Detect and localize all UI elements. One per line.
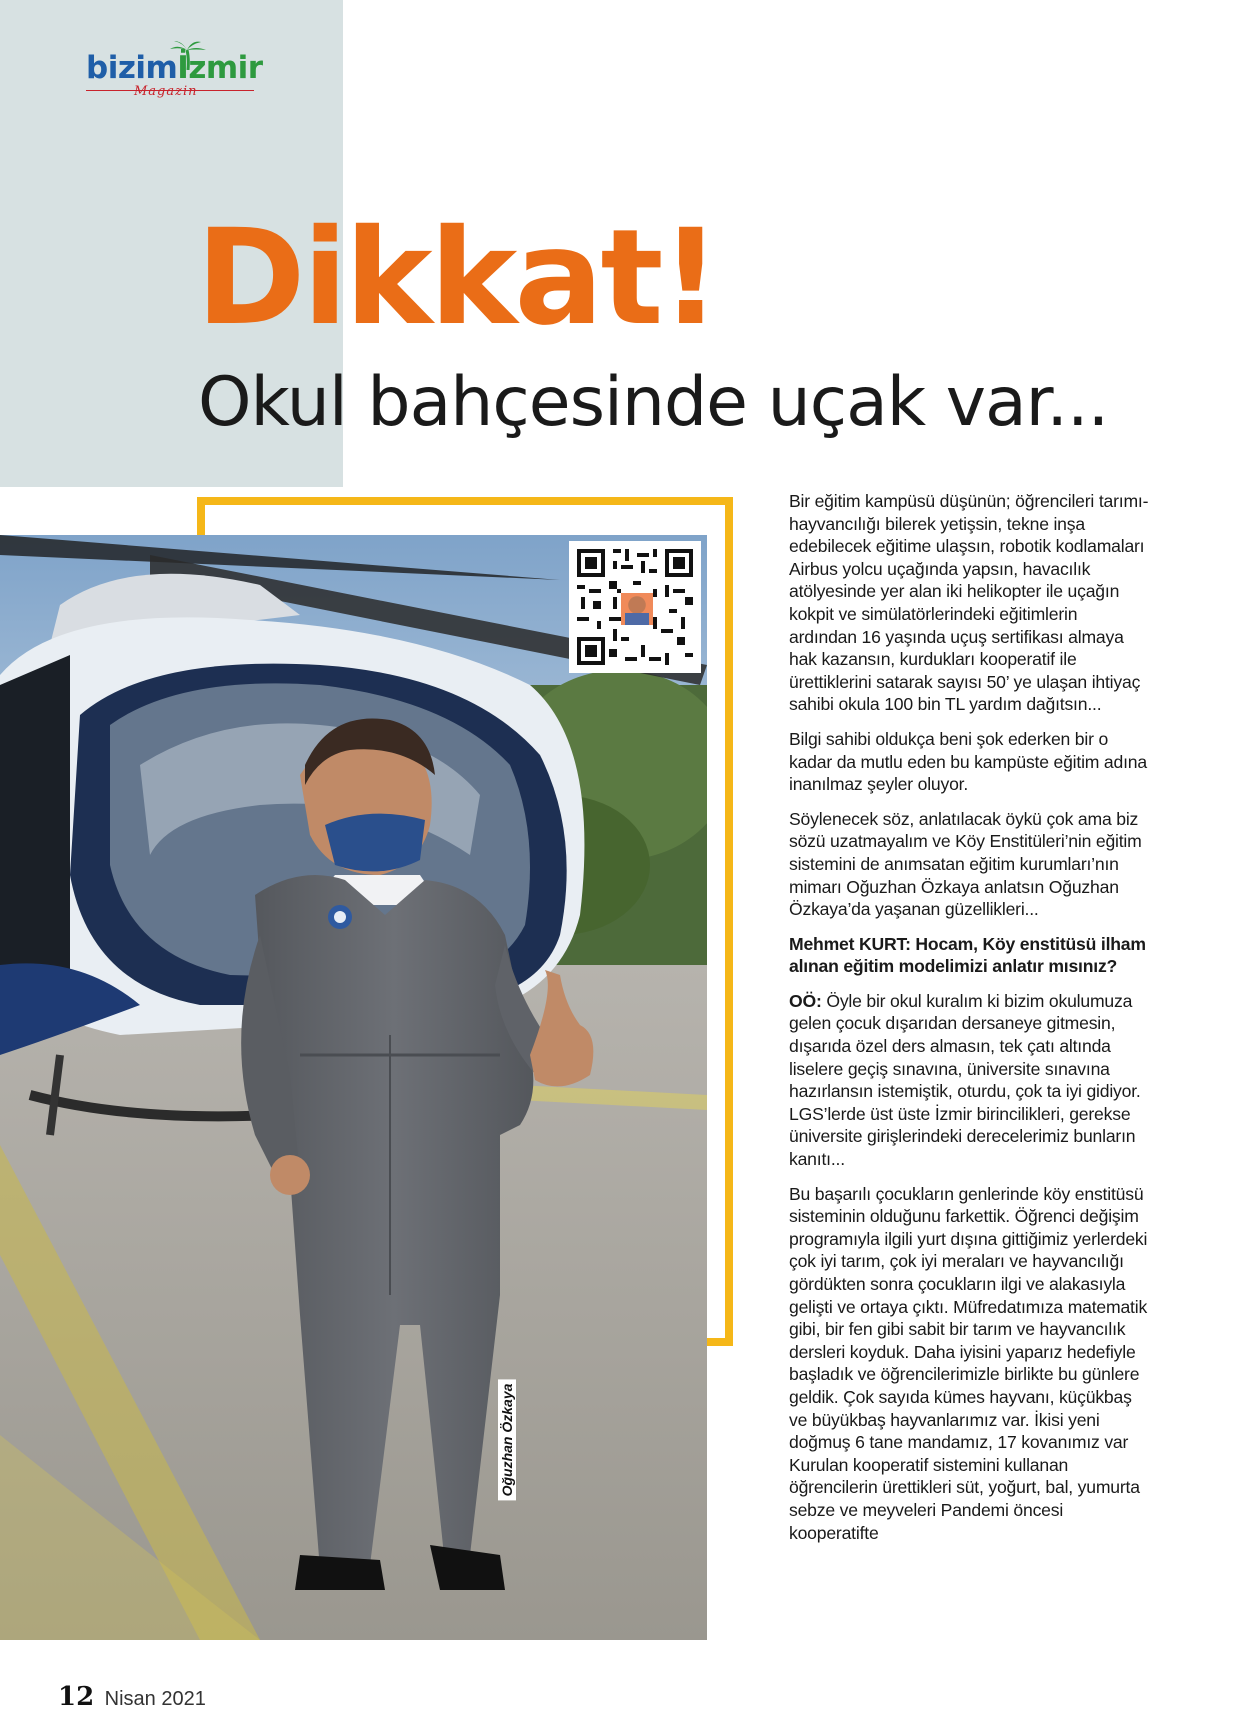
interview-question: Mehmet KURT: Hocam, Köy enstitüsü ilham alınan eğitim modelimizi anlatır mısınız? xyxy=(789,933,1146,977)
subheadline: Okul bahçesinde uçak var... xyxy=(198,363,1109,442)
brand-logo xyxy=(86,42,286,102)
photo-credit: Oğuzhan Özkaya xyxy=(497,1385,517,1495)
headline: Dikkat! xyxy=(196,201,718,355)
paragraph-closing: Bu başarılı çocukların genlerinde köy enstitüsü sisteminin olduğunu farkettik. Öğrenci değişim programıyla ilgili yurt dışına gittiğimiz yerlerdeki çok iyi tarım, çok iyi meraları ve hayvancılığı gördükten sonra çocukların ilgi ve alakasıyla gelişti ve ortaya çıktı. Müfredatımıza matematik gibi, bir fen gibi sabit bir tarım ve hayvancılık dersleri koyduk. Daha iyisini yaparız hedefiyle başladık ve öğrencilerimizle birlikte bu günlere geldik. Çok sayıda kümes hayvanı, küçükbaş ve büyükbaş hayvanlarımız var. İkisi yeni doğmuş 6 tane mandamız, 17 kovanımız var Kurulan kooperatif sistemini kullanan öğrencilerin ürettikleri süt, yoğurt, bal, yumurta sebze ve meyveleri Pandemi öncesi kooperatifte xyxy=(789,1183,1148,1543)
brand-tagline: Magazin xyxy=(134,84,198,99)
interview-answer xyxy=(789,990,1149,1171)
paragraph-2: Bilgi sahibi oldukça beni şok ederken bir o kadar da mutlu eden bu kampüste eğitim adına inanılmaz şeyler oluyor. xyxy=(789,728,1147,795)
brand-name: bizimİzmir xyxy=(86,50,263,86)
issue-date: Nisan 2021 xyxy=(104,1688,206,1710)
page-footer xyxy=(58,1682,206,1712)
answer-label: OÖ: xyxy=(789,990,822,1011)
intro-paragraph: Bir eğitim kampüsü düşünün; öğrencileri tarımı- hayvancılığı bilerek yetişsin, tekne inşa edebilecek eğitime ulaşsın, robotik kodlamaları Airbus yolcu uçağında yapsın, havacılık atölyesinde yer alan iki helikopter ile uçağın kokpit ve simülatörlerindeki eğitimlerin ardından 16 yaşında uçuş sertifikası almaya hak kazansın, kurdukları kooperatif ile ürettiklerini satarak sayısı 50’ ye ulaşan ihtiyaç sahibi okula 100 bin TL yardım dağıtsın... xyxy=(789,491,1149,715)
answer-text: Öyle bir okul kuralım ki bizim okulumuza gelen çocuk dışarıdan dersaneye gitmesin, dışarıda özel ders almasın, tek çatı altında liselere geçiş sınavına, üniversite sınavına hazırlansın istemiştik, oturdu, çok ta iyi gidiyor. LGS’lerde üst üste İzmir birincilikleri, gerekse üniversite girişlerindeki derecelerimiz bunların kanıtı... xyxy=(789,990,1141,1170)
paragraph-3: Söylenecek söz, anlatılacak öykü çok ama biz sözü uzatmayalım ve Köy Enstitüleri’nin eğitim sistemini de anımsatan eğitim kurumları’nın mimarı Oğuzhan Özkaya anlatsın Oğuzhan Özkaya’da yaşanan güzellikleri... xyxy=(789,808,1142,920)
qr-code-icon xyxy=(569,541,701,673)
helicopter-photo xyxy=(0,535,707,1640)
article-body xyxy=(789,490,1149,1556)
palm-tree-icon xyxy=(168,40,208,70)
page-number: 12 xyxy=(58,1682,95,1712)
